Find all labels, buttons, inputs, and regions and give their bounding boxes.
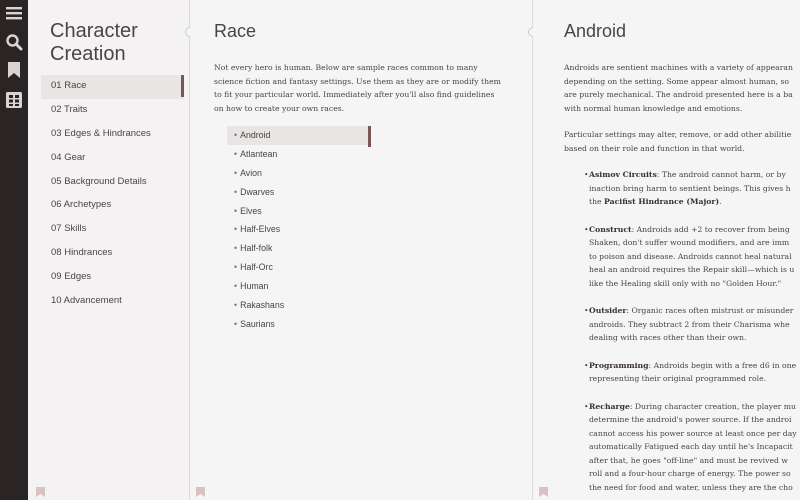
toc-list: [41, 75, 184, 314]
bookmark-icon[interactable]: [5, 61, 23, 79]
race-item-label: Dwarves: [240, 186, 275, 197]
race-bullet: •: [234, 262, 238, 273]
race-item-human[interactable]: [227, 277, 371, 296]
trait-asimov-circuits: [564, 168, 800, 209]
trait-name: Asimov Circuits: [589, 170, 657, 179]
trait-name: Outsider: [589, 306, 627, 315]
android-traits: [564, 168, 800, 494]
race-item-label: Android: [240, 130, 271, 140]
race-item-label: Human: [240, 281, 269, 292]
trait-text: : Androids begin with a free d6 in one representing their original programmed role.: [589, 360, 797, 383]
hindrance-link[interactable]: Pacifist Hindrance (Major): [604, 197, 720, 206]
toc-item-hindrances[interactable]: 08 Hindrances: [51, 247, 113, 259]
race-bullet: •: [234, 186, 238, 197]
toc-item-archetypes[interactable]: 06 Archetypes: [51, 199, 112, 211]
toc-item-advancement[interactable]: 10 Advancement: [51, 295, 122, 307]
trait-bullet: •: [584, 170, 589, 179]
race-item-label: Half-folk: [240, 243, 273, 254]
bookmark-icon[interactable]: [196, 484, 205, 494]
trait-bullet: •: [584, 306, 589, 315]
android-panel: [533, 0, 800, 500]
race-item-label: Rakashans: [240, 300, 285, 311]
trait-text: : Organic races often mistrust or misunder androids. They subtract 2 from their Charisma whe dealing with races other than their own.: [589, 306, 794, 342]
race-item-label: Atlantean: [240, 148, 278, 159]
book-title-line-1: Character: [50, 20, 138, 42]
grid-icon[interactable]: [5, 91, 23, 109]
race-bullet: •: [234, 281, 238, 292]
race-bullet: •: [234, 167, 238, 178]
race-item-atlantean[interactable]: [227, 145, 371, 164]
android-paragraph-1: Androids are sentient machines with a variety of appearan depending on the setting. Some appear almost human, so are purely mechanical. The android presented here is a ba with normal human knowledge and emotions.: [564, 63, 793, 113]
race-item-elves[interactable]: [227, 202, 371, 221]
race-bullet: •: [234, 243, 238, 254]
race-item-label: Avion: [240, 167, 262, 178]
trait-bullet: •: [584, 360, 589, 370]
trait-tail: .: [719, 197, 722, 206]
book-title-line-2: Creation: [50, 43, 126, 65]
toc-item-skills[interactable]: 07 Skills: [51, 223, 87, 235]
race-bullet: •: [234, 300, 238, 311]
book-title: [50, 20, 138, 66]
toc-item-race[interactable]: 01 Race: [41, 75, 184, 99]
trait-outsider: [564, 304, 800, 345]
race-item-label: Half-Orc: [240, 262, 273, 273]
race-item-android[interactable]: [227, 126, 371, 145]
trait-name: Recharge: [589, 401, 630, 411]
race-item-label: Saurians: [240, 318, 275, 329]
race-item-half-orc[interactable]: [227, 258, 371, 277]
android-body: [564, 61, 800, 500]
toc-item-traits[interactable]: 02 Traits: [51, 103, 88, 115]
race-bullet: •: [234, 318, 238, 329]
race-bullet: •: [234, 148, 238, 159]
trait-bullet: •: [584, 224, 589, 234]
bookmark-icon[interactable]: [539, 484, 548, 494]
trait-text: : Androids add +2 to recover from being Shaken, don't suffer wound modifiers, and are imm to poison and disease. Androids cannot heal natural heal an android requires the Repair skill—which is u like the Healing skill only with no "Golden Hour.": [589, 224, 795, 288]
race-intro: Not every hero is human. Below are sample races common to many science fiction and fantasy settings. Use them as they are or modify them to fit your particular world. Immediately after you'll also find guidelines on how to create your own races.: [214, 63, 501, 113]
race-item-dwarves[interactable]: [227, 183, 371, 202]
race-item-avion[interactable]: [227, 164, 371, 183]
bookmark-icon[interactable]: [36, 484, 45, 494]
search-icon[interactable]: [5, 33, 23, 51]
race-bullet: •: [234, 224, 238, 235]
race-bullet: •: [234, 130, 238, 140]
trait-bullet: •: [584, 401, 589, 411]
race-item-rakashans[interactable]: [227, 296, 371, 315]
race-bullet: •: [234, 205, 238, 216]
icon-rail: [0, 0, 28, 500]
race-item-half-elves[interactable]: [227, 220, 371, 239]
android-paragraph-2: Particular settings may alter, remove, or add other abilitie based on their role and function in that world.: [564, 130, 792, 153]
android-title: Android: [564, 21, 627, 41]
trait-programming: [564, 359, 800, 386]
trait-construct: [564, 223, 800, 291]
race-panel: [190, 0, 532, 500]
toc-panel: [28, 0, 189, 500]
race-item-label: Elves: [240, 205, 262, 216]
trait-text: : The android cannot harm, or by inaction bring harm to sentient beings. This gives h the: [589, 170, 791, 206]
toc-item-gear[interactable]: 04 Gear: [51, 151, 86, 163]
race-list: [227, 126, 371, 334]
trait-recharge: [564, 400, 800, 495]
toc-item-edges-hindrances[interactable]: 03 Edges & Hindrances: [51, 127, 151, 139]
toc-item-background-details[interactable]: 05 Background Details: [51, 175, 147, 187]
menu-icon[interactable]: [5, 4, 23, 22]
race-title: Race: [214, 21, 257, 41]
race-item-half-folk[interactable]: [227, 239, 371, 258]
trait-name: Programming: [589, 360, 649, 370]
race-item-saurians[interactable]: [227, 315, 371, 334]
trait-name: Construct: [589, 224, 632, 234]
race-item-label: Half-Elves: [240, 224, 281, 235]
trait-text: : During character creation, the player mu determine the android's power source. If the androi cannot access his power source at least once per day automatically Fatigued each day until he's Incapacit after that, he goes "off-line" and must be revived w roll and a four-hour charge of energy. The power so the need for food and water, unless they are the cho: [589, 401, 797, 492]
toc-item-edges[interactable]: 09 Edges: [51, 271, 92, 283]
